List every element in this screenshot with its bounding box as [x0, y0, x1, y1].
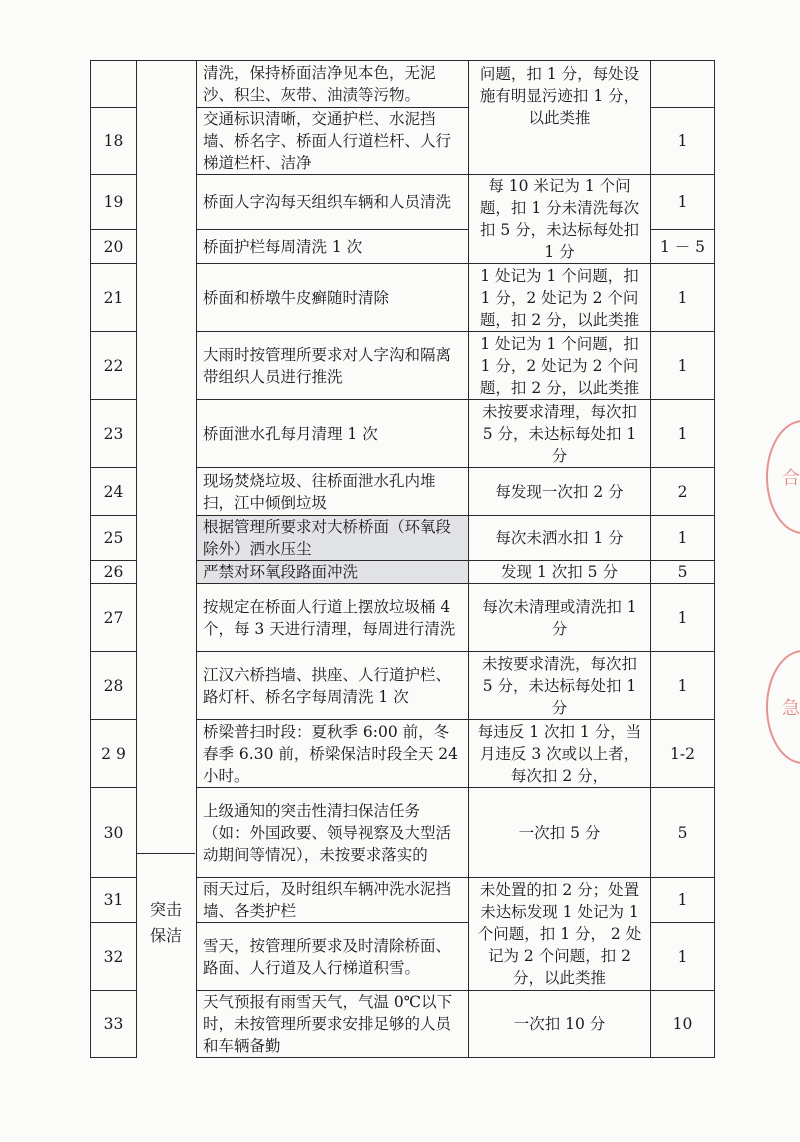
row-number: 28: [91, 652, 137, 720]
row-number: [91, 61, 137, 108]
points-cell: 5: [651, 788, 715, 878]
row-number: 26: [91, 561, 137, 584]
rule-cell: 1 处记为 1 个问题，扣 1 分，2 处记为 2 个问题，扣 2 分，以此类推: [469, 332, 651, 400]
points-cell: 1: [651, 264, 715, 332]
points-cell: 1: [651, 332, 715, 400]
row-number: 18: [91, 108, 137, 175]
rule-cell: 未处置的扣 2 分；处置未达标发现 1 处记为 1 个问题，扣 1 分， 2 处记为 2 个问题，扣 2 分，以此类推: [469, 878, 651, 991]
category-urgent-label: [137, 853, 195, 1032]
standard-cell: 雪天，按管理所要求及时清除桥面、路面、人行道及人行梯道积雪。: [197, 923, 469, 991]
rule-cell: 每违反 1 次扣 1 分，当月违反 3 次或以上者，每次扣 2 分，: [469, 720, 651, 788]
standard-cell: 按规定在桥面人行道上摆放垃圾桶 4 个，每 3 天进行清理，每周进行清洗: [197, 584, 469, 652]
standard-cell: 现场焚烧垃圾、往桥面泄水孔内堆扫，江中倾倒垃圾: [197, 468, 469, 516]
standard-cell: 桥面人字沟每天组织车辆和人员清洗: [197, 175, 469, 230]
rule-cell: 一次扣 10 分: [469, 991, 651, 1058]
rule-cell: 未按要求清洗，每次扣 5 分，未达标每处扣 1 分: [469, 652, 651, 720]
points-cell: 1: [651, 878, 715, 923]
points-cell: 1-2: [651, 720, 715, 788]
seal-text: 急: [782, 698, 800, 719]
standard-cell: 清洗，保持桥面洁净见本色，无泥沙、积尘、灰带、油渍等污物。: [197, 61, 469, 108]
rule-cell: 每次未清理或清洗扣 1 分: [469, 584, 651, 652]
standard-cell: 严禁对环氧段路面冲洗: [197, 561, 469, 584]
rule-cell: 未按要求清理，每次扣 5 分，未达标每处扣 1 分: [469, 400, 651, 468]
points-cell: 1: [651, 400, 715, 468]
standard-cell: 桥面和桥墩牛皮癣随时清除: [197, 264, 469, 332]
row-number: 19: [91, 175, 137, 230]
rule-cell: 每 10 米记为 1 个问题，扣 1 分未清洗每次扣 5 分，未达标每处扣 1 分: [469, 175, 651, 264]
standard-cell: 天气预报有雨雪天气，气温 0℃以下时，未按管理所要求安排足够的人员和车辆备勤: [197, 991, 469, 1058]
points-cell: 1: [651, 108, 715, 175]
seal-text: 合: [782, 468, 800, 489]
standard-cell: 桥梁普扫时段：夏秋季 6:00 前，冬春季 6.30 前，桥梁保洁时段全天 24 小时。: [197, 720, 469, 788]
rule-cell: 问题，扣 1 分，每处设施有明显污迹扣 1 分，以此类推: [469, 61, 651, 175]
points-cell: 5: [651, 561, 715, 584]
points-cell: 1: [651, 516, 715, 561]
points-cell: 1: [651, 175, 715, 230]
points-cell: 2: [651, 468, 715, 516]
row-number: 25: [91, 516, 137, 561]
seal-stamp: [766, 420, 800, 534]
standard-cell: 雨天过后，及时组织车辆冲洗水泥挡墙、各类护栏: [197, 878, 469, 923]
standard-cell: 江汉六桥挡墙、拱座、人行道护栏、路灯杆、桥名字每周清洗 1 次: [197, 652, 469, 720]
rule-cell: 一次扣 5 分: [469, 788, 651, 878]
standard-cell: 根据管理所要求对大桥桥面（环氧段除外）洒水压尘: [197, 516, 469, 561]
row-number: 22: [91, 332, 137, 400]
row-number: 27: [91, 584, 137, 652]
rule-cell: 1 处记为 1 个问题，扣 1 分，2 处记为 2 个问题，扣 2 分，以此类推: [469, 264, 651, 332]
points-cell: 1: [651, 923, 715, 991]
rule-cell: 发现 1 次扣 5 分: [469, 561, 651, 584]
standard-cell: 大雨时按管理所要求对人字沟和隔离带组织人员进行推洗: [197, 332, 469, 400]
points-cell: 10: [651, 991, 715, 1058]
standard-cell: 桥面护栏每周清洗 1 次: [197, 230, 469, 264]
row-number: 20: [91, 230, 137, 264]
standard-cell: 上级通知的突击性清扫保洁任务（如：外国政要、领导视察及大型活动期间等情况），未按要求落实的: [197, 788, 469, 878]
row-number: 24: [91, 468, 137, 516]
standard-cell: 桥面泄水孔每月清理 1 次: [197, 400, 469, 468]
row-number: 33: [91, 991, 137, 1058]
row-number: 21: [91, 264, 137, 332]
points-cell: 1: [651, 652, 715, 720]
points-cell: [651, 61, 715, 108]
points-cell: 1: [651, 584, 715, 652]
rule-cell: 每次未洒水扣 1 分: [469, 516, 651, 561]
points-cell: 1 － 5: [651, 230, 715, 264]
row-number: 31: [91, 878, 137, 923]
standard-cell: 交通标识清晰，交通护栏、水泥挡墙、桥名字、桥面人行道栏杆、人行梯道栏杆、洁净: [197, 108, 469, 175]
row-number: 23: [91, 400, 137, 468]
row-number: 2 9: [91, 720, 137, 788]
seal-stamp: [766, 650, 800, 764]
rule-cell: 每发现一次扣 2 分: [469, 468, 651, 516]
row-number: 32: [91, 923, 137, 991]
category-urgent-text: 突击保洁: [149, 900, 182, 945]
row-number: 30: [91, 788, 137, 878]
table-row: [91, 61, 715, 108]
